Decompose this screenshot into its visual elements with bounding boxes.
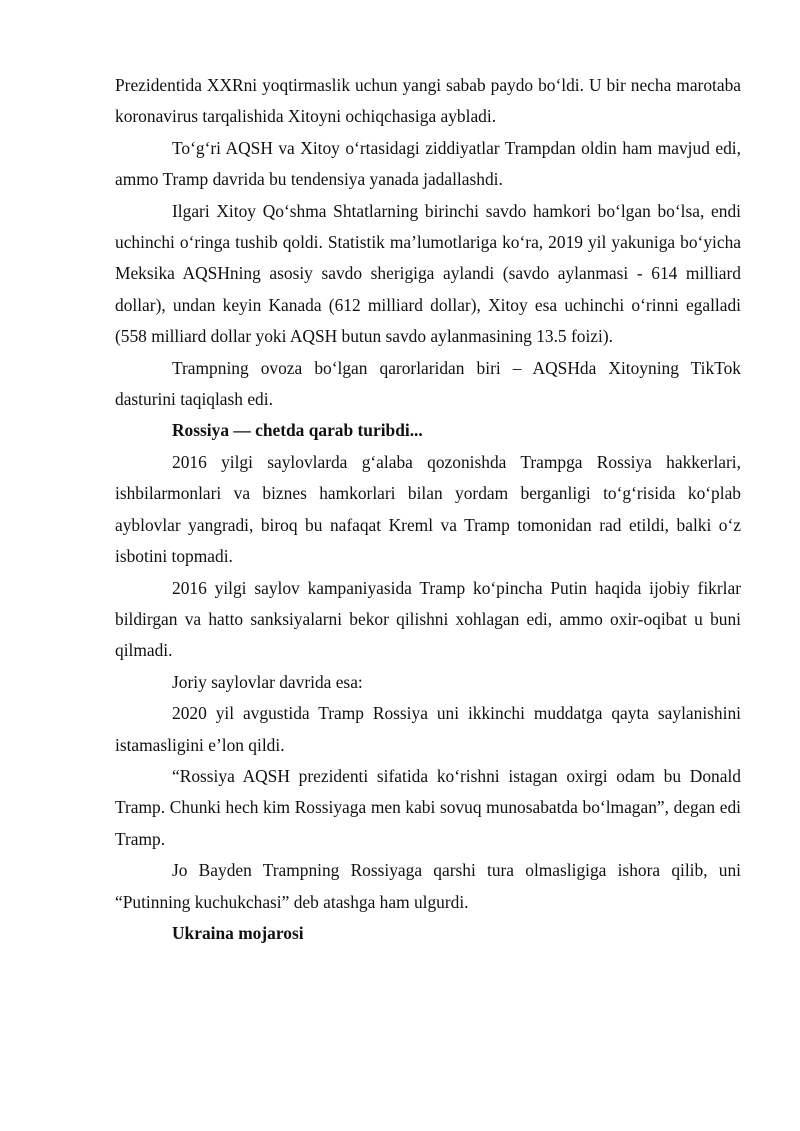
- paragraph-8: 2020 yil avgustida Tramp Rossiya uni ikkinchi muddatga qayta saylanishini istamasligini e’lon qildi.: [115, 703, 741, 755]
- document-page: [115, 70, 741, 949]
- paragraph-6: 2016 yilgi saylov kampaniyasida Tramp ko‘pincha Putin haqida ijobiy fikrlar bildirgan va hatto sanksiyalarni bekor qilishni xohlagan edi, ammo oxir-oqibat u buni qilmadi.: [115, 577, 741, 661]
- paragraph-7: Joriy saylovlar davrida esa:: [172, 671, 363, 692]
- section-heading-ukraine: Ukraina mojarosi: [172, 922, 304, 943]
- paragraph-3: Ilgari Xitoy Qo‘shma Shtatlarning birinchi savdo hamkori bo‘lgan bo‘lsa, endi uchinchi o‘ringa tushib qoldi. Statistik ma’lumotlariga ko‘ra, 2019 yil yakuniga bo‘yicha Meksika AQSHning asosiy savdo sherigiga aylandi (savdo aylanmasi - 614 milliard dollar), undan keyin Kanada (612 milliard dollar), Xitoy esa uchinchi o‘rinni egalladi (558 milliard dollar yoki AQSH butun savdo aylanmasining 13.5 foizi).: [115, 200, 741, 347]
- paragraph-5: 2016 yilgi saylovlarda g‘alaba qozonishda Trampga Rossiya hakkerlari, ishbilarmonlari va biznes hamkorlari bilan yordam berganligi to‘g‘risida ko‘plab ayblovlar yangradi, biroq bu nafaqat Kreml va Tramp tomonidan rad etildi, balki o‘z isbotini topmadi.: [115, 451, 741, 567]
- paragraph-1: Prezidentida XXRni yoqtirmaslik uchun yangi sabab paydo bo‘ldi. U bir necha marotaba koronavirus tarqalishida Xitoyni ochiqchasiga aybladi.: [115, 75, 741, 127]
- section-heading-russia: Rossiya — chetda qarab turibdi...: [172, 420, 423, 441]
- paragraph-10: Jo Bayden Trampning Rossiyaga qarshi tura olmasligiga ishora qilib, uni “Putinning kuchukchasi” deb atashga ham ulgurdi.: [115, 860, 741, 912]
- paragraph-2: To‘g‘ri AQSH va Xitoy o‘rtasidagi ziddiyatlar Trampdan oldin ham mavjud edi, ammo Tramp davrida bu tendensiya yanada jadallashdi.: [115, 137, 741, 190]
- paragraph-4: Trampning ovoza bo‘lgan qarorlaridan biri – AQSHda Xitoyning TikTok dasturini taqiqlash edi.: [115, 357, 741, 410]
- paragraph-9: “Rossiya AQSH prezidenti sifatida ko‘rishni istagan oxirgi odam bu Donald Tramp. Chunki hech kim Rossiyaga men kabi sovuq munosabatda bo‘lmagan”, degan edi Tramp.: [115, 765, 741, 849]
